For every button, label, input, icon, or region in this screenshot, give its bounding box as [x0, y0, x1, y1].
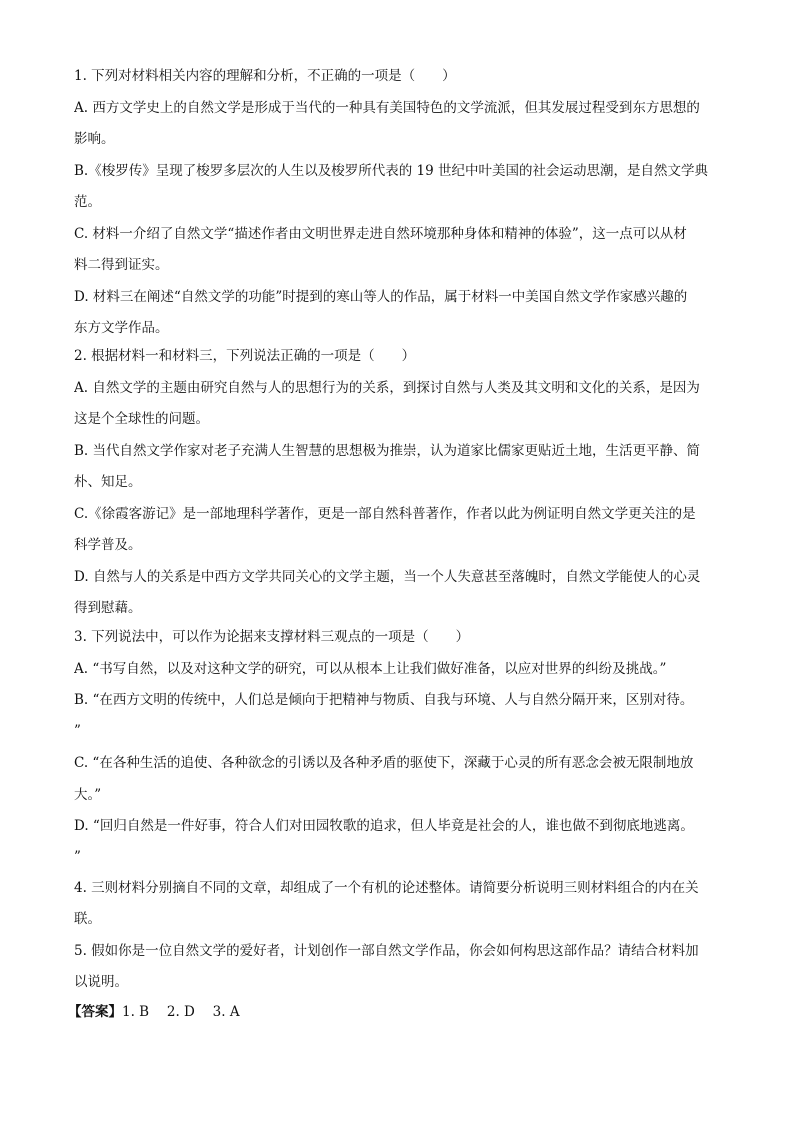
- question-3-stem: 3. 下列说法中，可以作为论据来支撑材料三观点的一项是（ ）: [74, 629, 470, 645]
- q1-option-d: D. 材料三在阐述“自然文学的功能”时提到的寒山等人的作品，属于材料一中美国自然文学作家感兴趣的: [74, 289, 688, 305]
- q3-option-c-cont: 大。”: [74, 787, 102, 803]
- q2-option-d: D. 自然与人的关系是中西方文学共同关心的文学主题，当一个人失意甚至落魄时，自然文学能使人的心灵: [74, 569, 701, 585]
- q2-option-b: B. 当代自然文学作家对老子充满人生智慧的思想极为推崇，认为道家比儒家更贴近土地，生活更平静、简: [74, 443, 701, 459]
- q3-option-a: A. “书写自然，以及对这种文学的研究，可以从根本上让我们做好准备，以应对世界的纠纷及挑战。”: [74, 661, 667, 677]
- q1-option-b-cont: 范。: [74, 194, 101, 210]
- question-4-cont: 联。: [74, 911, 101, 927]
- q2-option-d-cont: 得到慰藉。: [74, 600, 142, 616]
- q1-option-c-cont: 料二得到证实。: [74, 257, 169, 273]
- question-5-cont: 以说明。: [74, 974, 128, 990]
- q3-option-d: D. “回归自然是一件好事，符合人们对田园牧歌的追求，但人毕竟是社会的人，谁也做不到彻底地逃离。: [74, 818, 694, 834]
- answer-label: 【答案】: [68, 1004, 122, 1020]
- q2-option-c: C.《徐霞客游记》是一部地理科学著作，更是一部自然科普著作，作者以此为例证明自然文学更关注的是: [74, 506, 696, 522]
- q1-option-d-cont: 东方文学作品。: [74, 320, 169, 336]
- q2-option-b-cont: 朴、知足。: [74, 474, 142, 490]
- q1-option-a-cont: 影响。: [74, 131, 115, 147]
- question-2-stem: 2. 根据材料一和材料三，下列说法正确的一项是（ ）: [74, 348, 416, 364]
- q3-option-d-cont: ”: [74, 849, 81, 865]
- question-4: 4. 三则材料分别摘自不同的文章，却组成了一个有机的论述整体。请简要分析说明三则材料组合的内在关: [74, 880, 699, 896]
- question-5: 5. 假如你是一位自然文学的爱好者，计划创作一部自然文学作品，你会如何构思这部作品？请结合材料加: [74, 943, 699, 959]
- q1-option-b: B.《梭罗传》呈现了梭罗多层次的人生以及梭罗所代表的 19 世纪中叶美国的社会运动思潮，是自然文学典: [74, 163, 708, 179]
- answer-text: 1. B 2. D 3. A: [122, 1004, 240, 1020]
- q1-option-c: C. 材料一介绍了自然文学“描述作者由文明世界走进自然环境那种身体和精神的体验”，这一点可以从材: [74, 226, 687, 242]
- question-1-stem: 1. 下列对材料相关内容的理解和分析，不正确的一项是（ ）: [74, 68, 456, 84]
- q3-option-c: C. “在各种生活的追使、各种欲念的引诱以及各种矛盾的驱使下，深藏于心灵的所有恶念会被无限制地放: [74, 755, 694, 771]
- q1-option-a: A. 西方文学史上的自然文学是形成于当代的一种具有美国特色的文学流派，但其发展过程受到东方思想的: [74, 100, 700, 116]
- q3-option-b-cont: ”: [74, 723, 81, 739]
- q2-option-c-cont: 科学普及。: [74, 537, 142, 553]
- q2-option-a-cont: 这是个全球性的问题。: [74, 411, 209, 427]
- q2-option-a: A. 自然文学的主题由研究自然与人的思想行为的关系，到探讨自然与人类及其文明和文化的关系，是因为: [74, 380, 700, 396]
- q3-option-b: B. “在西方文明的传统中，人们总是倾向于把精神与物质、自我与环境、人与自然分隔开来，区别对待。: [74, 692, 694, 708]
- answer-line: [68, 1002, 728, 1022]
